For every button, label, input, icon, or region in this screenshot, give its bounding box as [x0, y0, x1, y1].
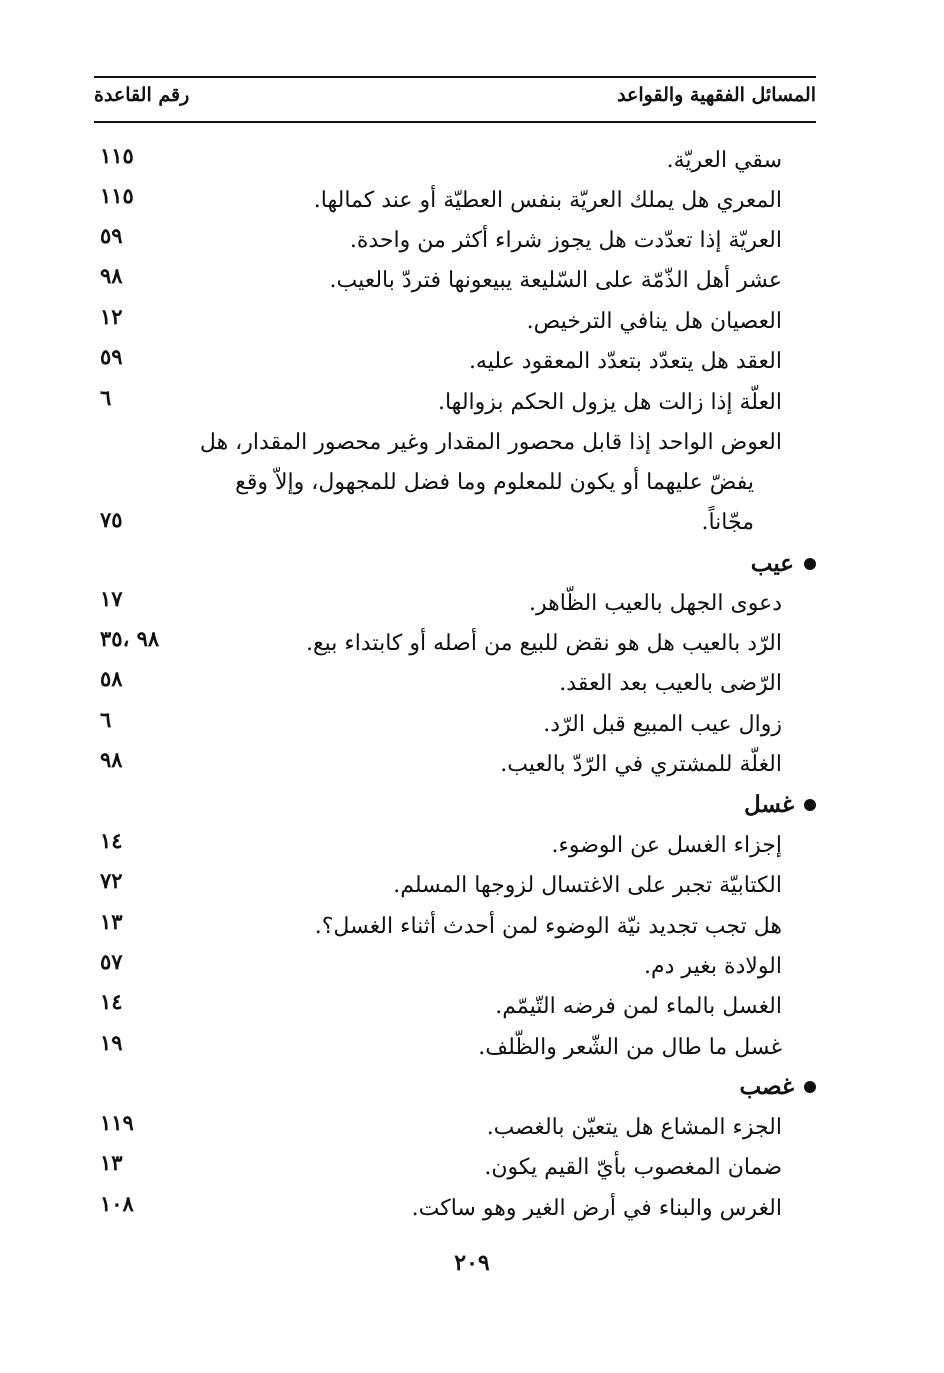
entry-ref: ١٣ [100, 1150, 123, 1175]
entry-text: الغسل بالماء لمن فرضه التّيمّم. [495, 994, 782, 1019]
entry-text: زوال عيب المبيع قبل الرّد. [543, 712, 782, 737]
section-heading [739, 1073, 816, 1100]
entry-text-line-3: مجّاناً. [701, 510, 754, 535]
entry-text-line-2: يفضّ عليهما أو يكون للمعلوم وما فضل للمجهول، وإلاّ وقع [235, 470, 754, 495]
entry-ref: ١١٥ [100, 143, 134, 168]
entry-ref: ٩٨ [100, 263, 123, 288]
page-number: ٢٠٩ [454, 1250, 490, 1276]
entry-ref: ٥٨ [100, 666, 123, 691]
entry-ref: ٦ [100, 385, 112, 410]
entry-ref: ٦ [100, 707, 112, 732]
entry-ref: ٧٢ [100, 868, 123, 893]
section-title: غصب [739, 1073, 794, 1100]
bullet-icon [804, 799, 816, 811]
entry-ref: ١٩ [100, 1030, 123, 1055]
entry-ref: ١٧ [100, 586, 123, 611]
bullet-icon [804, 558, 816, 570]
entry-text: الرّد بالعيب هل هو نقض للبيع من أصله أو كابتداء بيع. [305, 631, 782, 656]
entry-text: هل تجب تجديد نيّة الوضوء لمن أحدث أثناء الغسل؟. [314, 914, 782, 939]
entry-text: الكتابيّة تجبر على الاغتسال لزوجها المسلم. [393, 873, 782, 898]
entry-text: العقد هل يتعدّد بتعدّد المعقود عليه. [468, 349, 782, 374]
entry-text: الولادة بغير دم. [644, 954, 782, 979]
entry-ref: ١٤ [100, 989, 123, 1014]
entry-ref: ٩٨ ،٣٥ [100, 626, 160, 651]
entry-ref: ٥٩ [100, 223, 123, 248]
entry-text: المعري هل يملك العريّة بنفس العطيّة أو عند كمالها. [313, 188, 782, 213]
entry-ref: ١٣ [100, 909, 123, 934]
section-heading [744, 791, 816, 818]
entry-text: الرّضى بالعيب بعد العقد. [559, 671, 782, 696]
entry-text: الجزء المشاع هل يتعيّن بالغصب. [486, 1115, 782, 1140]
entry-text: إجزاء الغسل عن الوضوء. [551, 833, 782, 858]
section-heading [751, 550, 816, 577]
entry-ref: ١١٥ [100, 183, 134, 208]
entry-text: العريّة إذا تعدّدت هل يجوز شراء أكثر من واحدة. [349, 228, 782, 253]
entry-ref: ١٢ [100, 304, 123, 329]
running-header-title: المسائل الفقهية والقواعد [617, 84, 816, 106]
entry-ref: ٧٥ [100, 507, 123, 532]
entry-text: الغرس والبناء في أرض الغير وهو ساكت. [411, 1196, 782, 1221]
entry-text: سقي العريّة. [666, 148, 782, 173]
entry-text: غسل ما طال من الشّعر والظّلف. [478, 1035, 782, 1060]
header-bottom-rule [94, 121, 816, 123]
running-header-rule-label: رقم القاعدة [94, 84, 190, 106]
entry-ref: ١٠٨ [100, 1191, 134, 1216]
entry-ref: ٩٨ [100, 747, 123, 772]
entry-ref: ٥٩ [100, 344, 123, 369]
bullet-icon [804, 1081, 816, 1093]
entry-text: دعوى الجهل بالعيب الظّاهر. [529, 591, 782, 616]
entry-text: عشر أهل الذّمّة على السّليعة يبيعونها فتردّ بالعيب. [329, 268, 782, 293]
entry-text-line-1: العوض الواحد إذا قابل محصور المقدار وغير محصور المقدار، هل [199, 430, 782, 455]
entry-ref: ٥٧ [100, 949, 123, 974]
entry-ref: ١١٩ [100, 1110, 134, 1135]
entry-ref: ١٤ [100, 828, 123, 853]
header-top-rule [94, 76, 816, 78]
entry-text: العصيان هل ينافي الترخيص. [526, 309, 782, 334]
entry-text: العلّة إذا زالت هل يزول الحكم بزوالها. [437, 390, 782, 415]
section-title: عيب [750, 550, 794, 577]
section-title: غسل [744, 791, 794, 818]
entry-text: الغلّة للمشتري في الرّدّ بالعيب. [500, 752, 782, 777]
entry-text: ضمان المغصوب بأيّ القيم يكون. [484, 1155, 782, 1180]
